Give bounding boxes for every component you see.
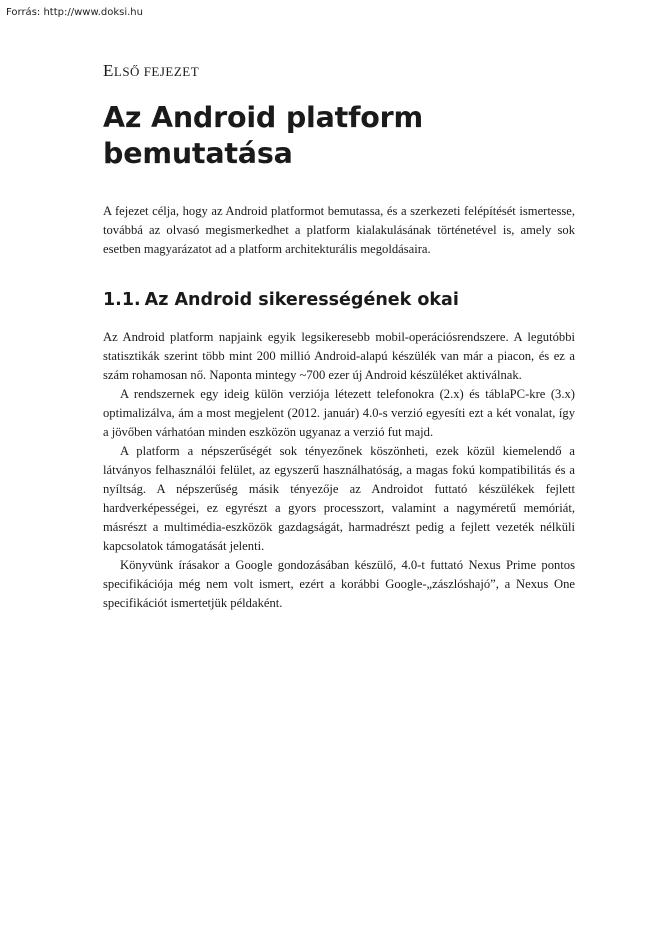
section-heading [103,289,575,311]
section-title: Az Android sikerességének okai [144,290,459,310]
source-url-text: Forrás: http://www.doksi.hu [6,7,143,18]
paragraph: Az Android platform napjaink egyik legsikeresebb mobil-operációsrendszere. A legutóbbi statisztikák szerint több mint 200 millió Android-alapú készülék van már a piacon, és ez a szám rohamosan nő. Naponta mintegy ~700 ezer új Android készüléket aktiválnak. [103,330,575,382]
chapter-label-initial: E [103,61,114,80]
section-body [103,328,575,613]
chapter-title: Az Android platform bemutatása [103,101,423,170]
paragraph: A platform a népszerűségét sok tényezőnek köszönheti, ezek közül kiemelendő a látványos felhasználói felület, az egyszerű használhatóság, a magas fokú kompatibilitás és a nyíltság. A népszerűség másik tényezője az Androidot futtató készülékek fejlett hardverképességei, ez egyrészt a gyors processzort, valamint a nagyméretű memóriát, másrészt a multimédia-eszközök gazdagságát, harmadrészt pedig a fejlett vezeték nélküli kapcsolatok támogatását jelenti. [103,444,575,553]
paragraph: A rendszernek egy ideig külön verziója létezett telefonokra (2.x) és táblaPC-kre (3.x) optimalizálva, ám a most megjelent (2012. január) 4.0-s verzió egyesíti ezt a két vonalat, így a jövőben várhatóan minden eszközön ugyanaz a verzió fut majd. [103,387,575,439]
chapter-intro: A fejezet célja, hogy az Android platformot bemutassa, és a szerkezeti felépítését ismertesse, továbbá az olvasó megismerkedhet a platform kialakulásának történetével is, amely sok esetben magyarázatot ad a platform architekturális megoldásaira. [103,204,575,256]
section-number: 1.1. [103,290,141,310]
page-content [103,60,575,613]
paragraph: Könyvünk írásakor a Google gondozásában készülő, 4.0-t futtató Nexus Prime pontos specifikációja még nem volt ismert, ezért a korábbi Google-„zászlóshajó”, a Nexus One specifikációt ismertetjük példaként. [103,558,575,610]
chapter-label [103,60,575,83]
chapter-label-rest: LSŐ FEJEZET [113,64,200,79]
